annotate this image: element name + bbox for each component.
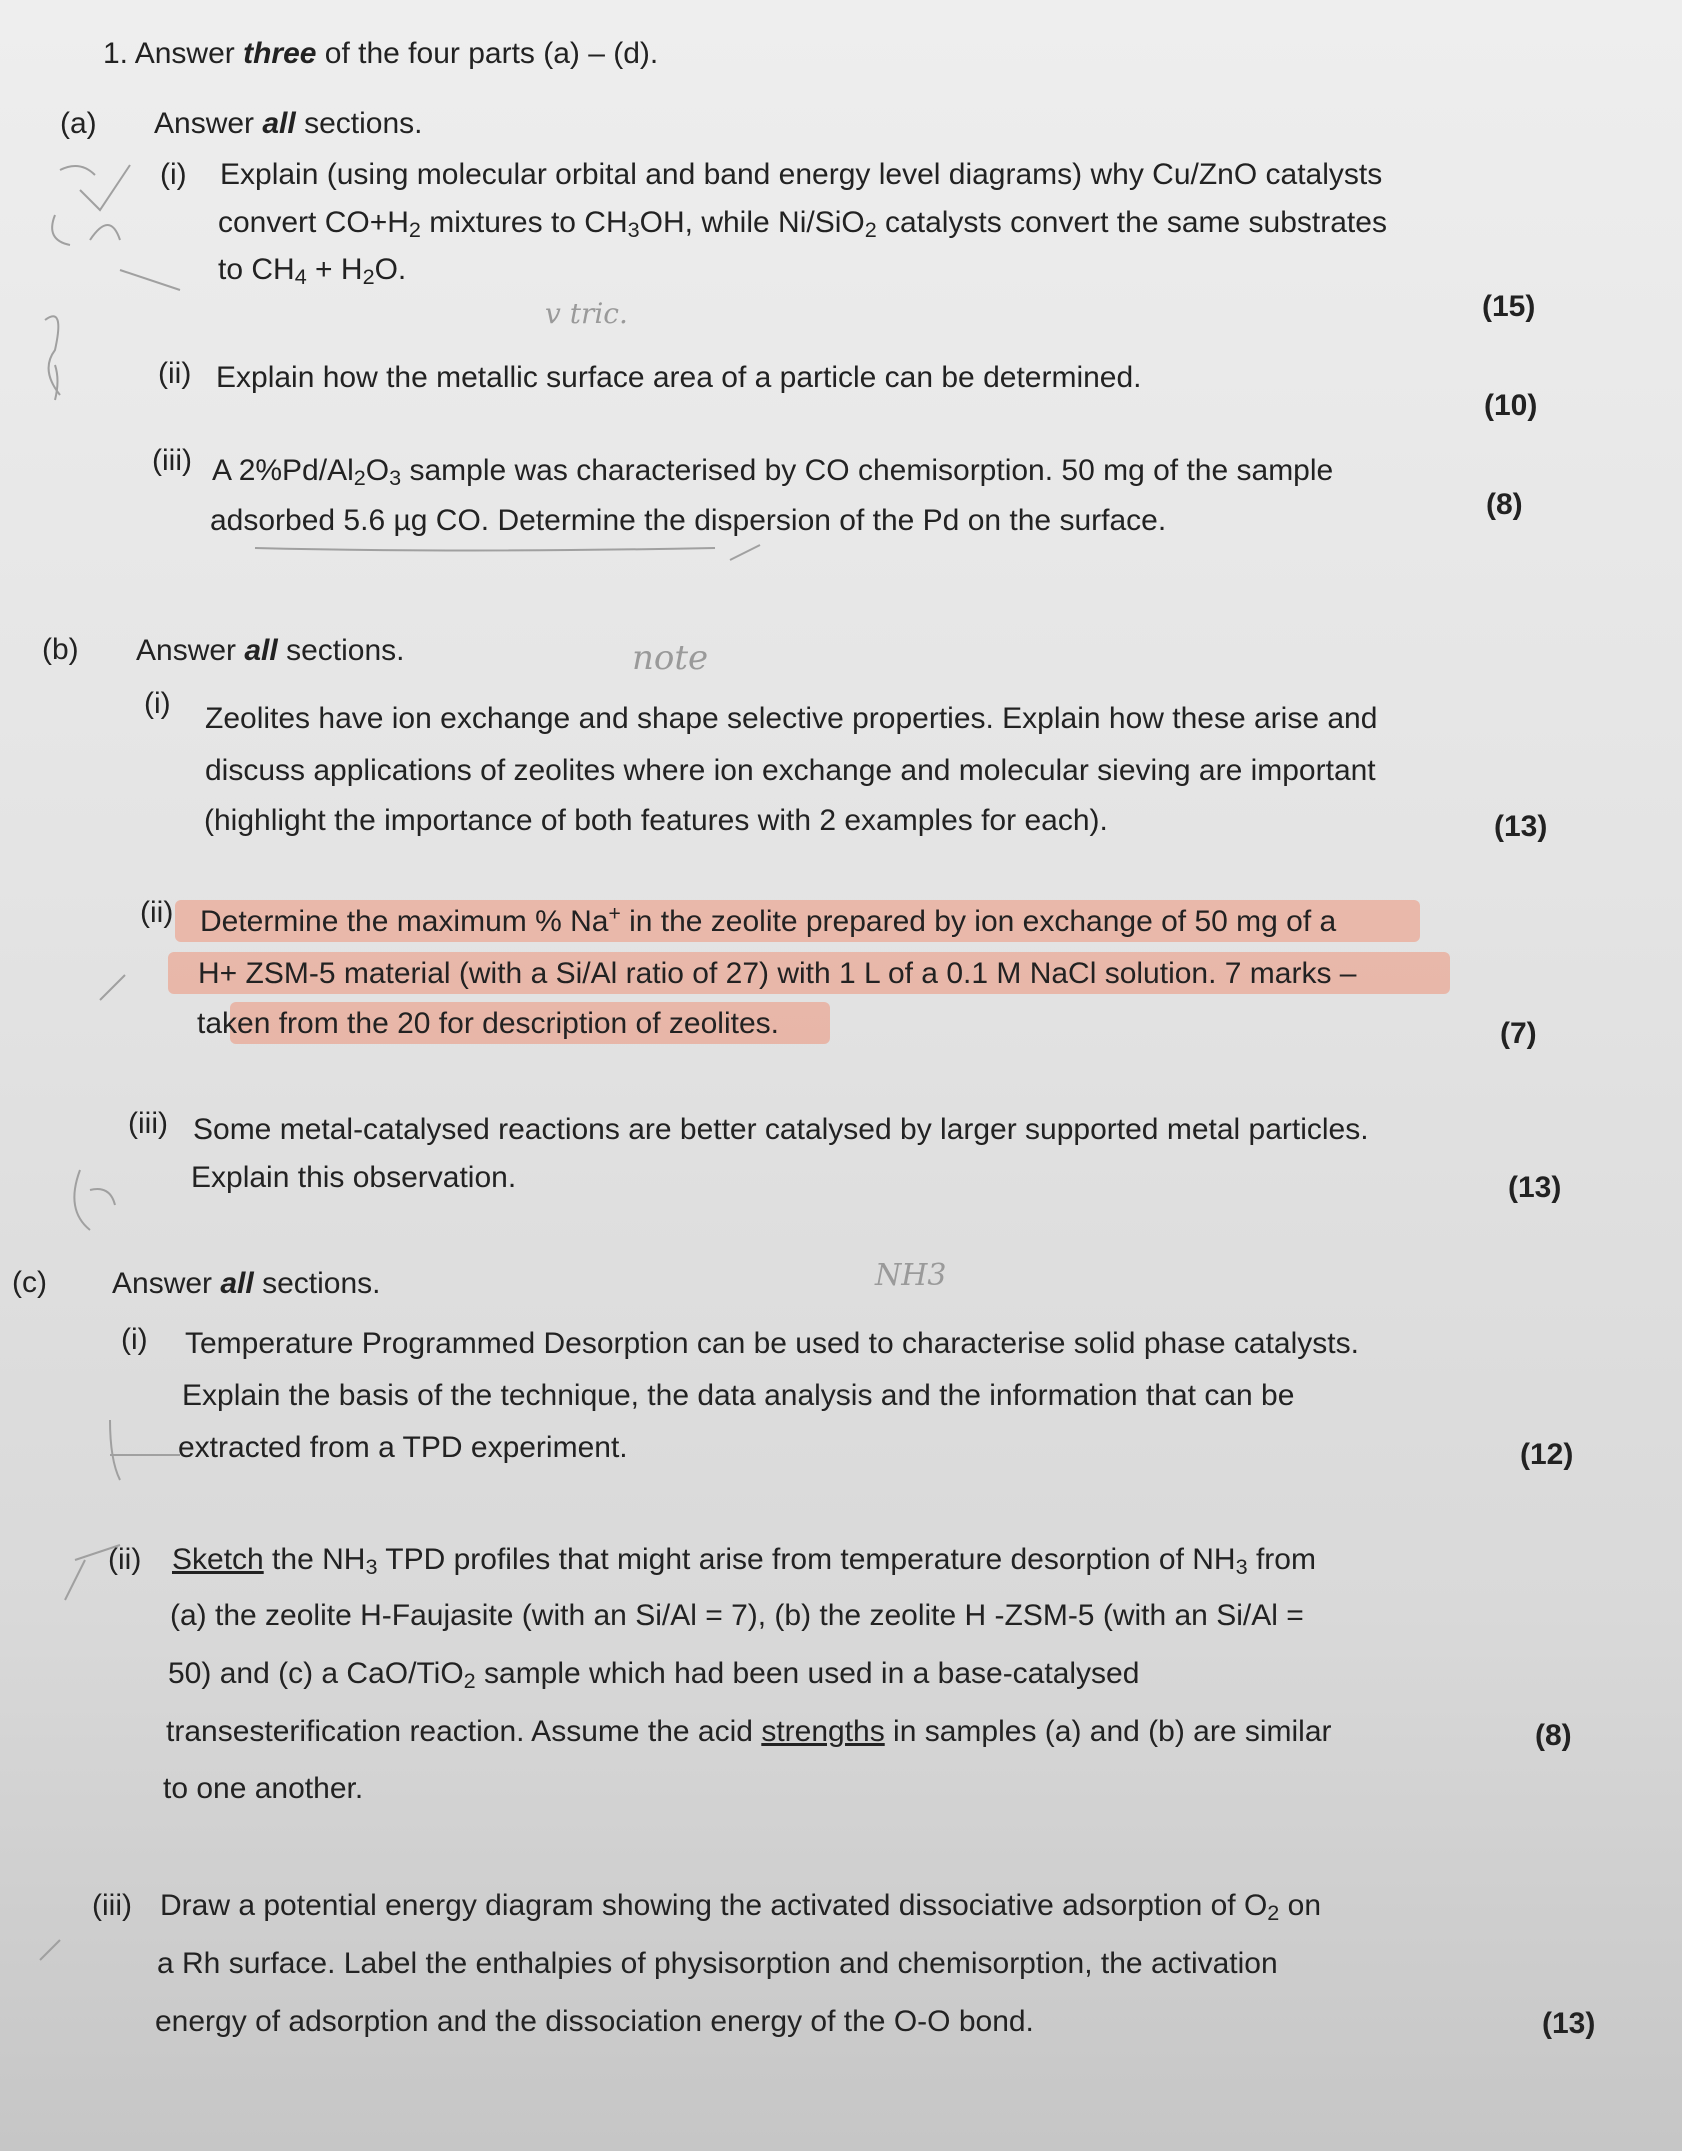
a-iii-number: (iii) [152,444,192,477]
c-ii-line5: to one another. [163,1772,364,1805]
part-b-instruction: Answer all sections. [136,634,405,667]
a-ii-line1: Explain how the metallic surface area of a particle can be determined. [216,361,1142,394]
b-ii-line1: Determine the maximum % Na+ in the zeolite prepared by ion exchange of 50 mg of a [200,902,1337,938]
b-ii-line2: H+ ZSM-5 material (with a Si/Al ratio of 27) with 1 L of a 0.1 M NaCl solution. 7 marks – [198,957,1357,990]
c-iii-marks: (13) [1542,2007,1596,2040]
part-b-label: (b) [42,633,79,666]
c-ii-line4: transesterification reaction. Assume the acid strengths in samples (a) and (b) are similar [166,1715,1332,1748]
b-i-line1: Zeolites have ion exchange and shape selective properties. Explain how these arise and [205,702,1378,735]
c-i-marks: (12) [1520,1438,1574,1471]
c-iii-line3: energy of adsorption and the dissociation energy of the O-O bond. [155,2005,1034,2038]
c-ii-line3: 50) and (c) a CaO/TiO$_2$ sample which had been used in a base-catalysed [168,1657,1140,1693]
b-i-line3: (highlight the importance of both features with 2 examples for each). [204,804,1108,837]
a-iii-marks: (8) [1486,488,1523,521]
a-ii-number: (ii) [158,357,192,390]
c-i-line3: extracted from a TPD experiment. [178,1431,628,1464]
b-ii-number: (ii) [140,896,174,929]
b-i-number: (i) [144,687,171,720]
a-i-line3: to $CH_4 + H_2O$. [218,253,407,289]
question-instruction: Answer three of the four parts (a) – (d). [134,37,659,70]
c-ii-line2: (a) the zeolite H-Faujasite (with an Si/Al = 7), (b) the zeolite H -ZSM-5 (with an Si/Al = [170,1599,1304,1632]
c-ii-number: (ii) [108,1543,142,1576]
a-iii-line2: adsorbed 5.6 µg CO. Determine the dispersion of the Pd on the surface. [210,504,1167,537]
b-i-marks: (13) [1494,810,1548,843]
c-ii-marks: (8) [1535,1719,1572,1752]
b-iii-line1: Some metal-catalysed reactions are better catalysed by larger supported metal particles. [193,1113,1369,1146]
question-header [103,36,658,72]
c-iii-line1: Draw a potential energy diagram showing the activated dissociative adsorption of $O_2$ on [160,1889,1322,1925]
b-iii-marks: (13) [1508,1171,1562,1204]
handwritten-note-b: note [632,638,709,678]
b-i-line2: discuss applications of zeolites where ion exchange and molecular sieving are important [205,754,1376,787]
c-i-line2: Explain the basis of the technique, the data analysis and the information that can be [182,1379,1295,1412]
c-iii-line2: a Rh surface. Label the enthalpies of physisorption and chemisorption, the activation [157,1947,1278,1980]
question-number: 1. [103,37,129,70]
a-ii-marks: (10) [1484,389,1538,422]
part-c-label: (c) [12,1266,47,1299]
a-i-marks: (15) [1482,290,1536,323]
b-iii-number: (iii) [128,1107,168,1140]
a-i-number: (i) [160,158,187,191]
part-a-instruction: Answer all sections. [154,107,423,140]
part-c-instruction: Answer all sections. [112,1267,381,1300]
handwritten-note-a: v tric. [545,297,628,330]
c-ii-line1: Sketch the $NH_3$ TPD profiles that might arise from temperature desorption of $NH_3$ from [172,1543,1316,1579]
handwritten-note-c: NH3 [875,1258,947,1293]
c-i-number: (i) [121,1323,148,1356]
b-ii-marks: (7) [1500,1017,1537,1050]
b-iii-line2: Explain this observation. [191,1161,517,1194]
c-iii-number: (iii) [92,1889,132,1922]
b-ii-line3: taken from the 20 for description of zeolites. [197,1007,779,1040]
a-i-line2: convert $CO+H_2$ mixtures to $CH_3OH$, while Ni/SiO$_2$ catalysts convert the same substrates [218,206,1387,242]
a-i-line1: Explain (using molecular orbital and band energy level diagrams) why Cu/ZnO catalysts [220,158,1383,191]
a-iii-line1: A $2\%Pd/Al_2O_3$ sample was characterised by CO chemisorption. 50 mg of the sample [212,454,1334,490]
c-i-line1: Temperature Programmed Desorption can be used to characterise solid phase catalysts. [185,1327,1359,1360]
part-a-label: (a) [60,107,97,140]
